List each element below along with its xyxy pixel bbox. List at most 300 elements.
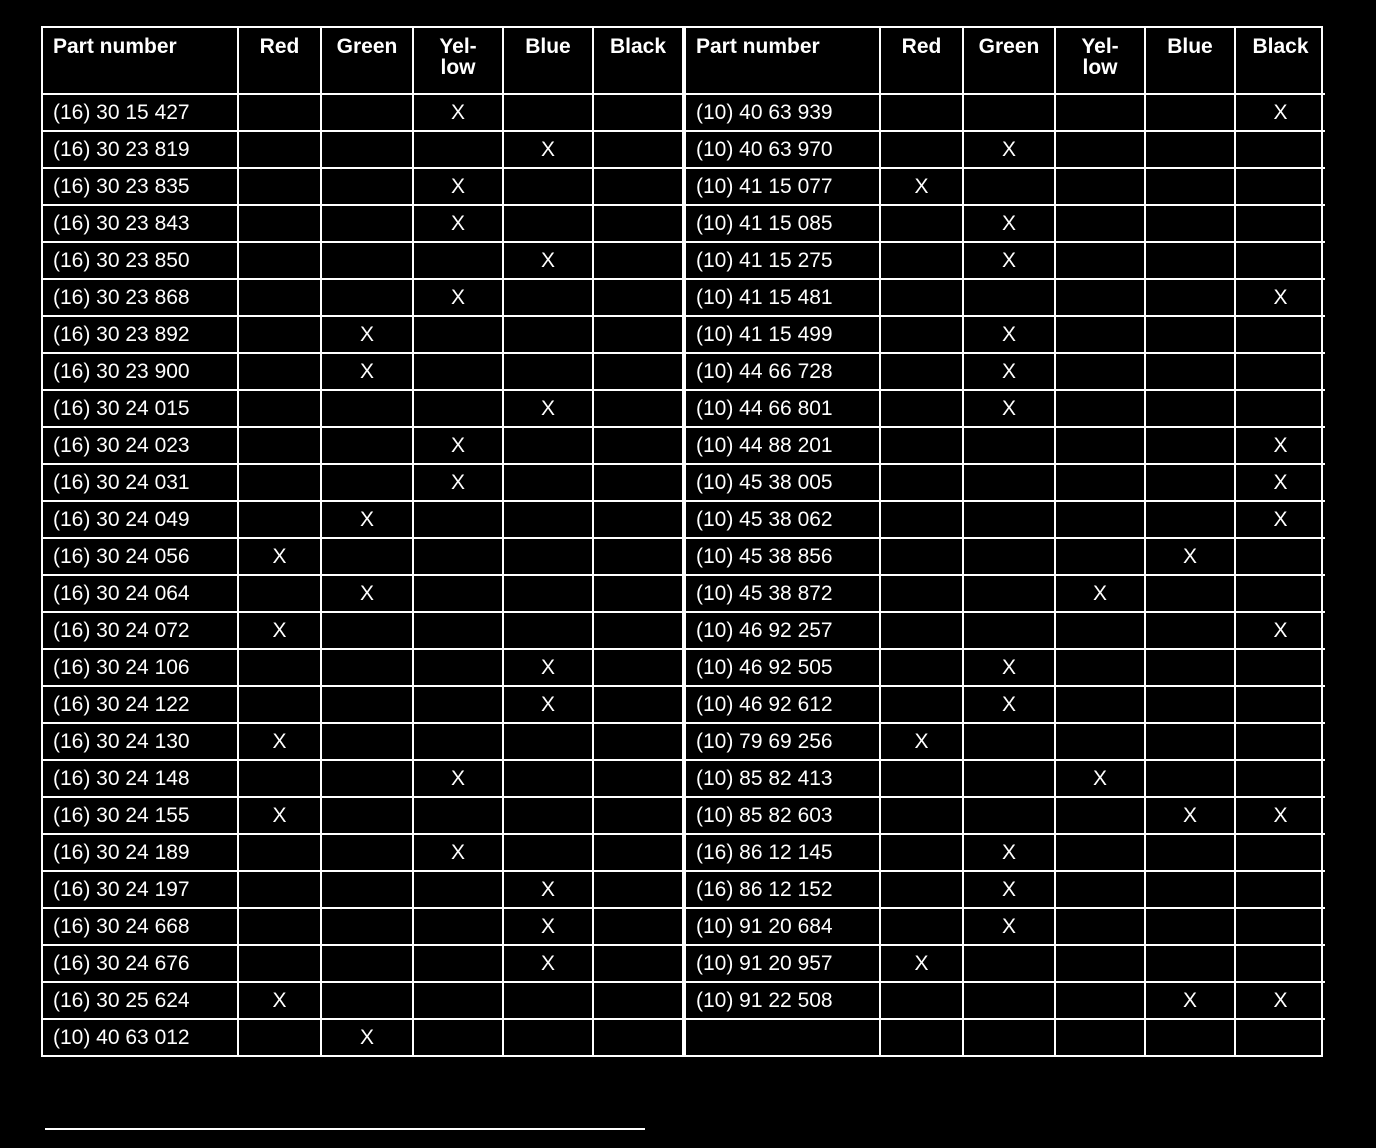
blue-mark-cell [1145,945,1235,982]
black-mark-cell [593,131,683,168]
yellow-mark-cell [413,538,503,575]
table-row [43,279,683,316]
red-mark-cell [880,871,963,908]
yellow-mark-cell [413,131,503,168]
green-mark-cell [321,131,413,168]
black-mark-cell [593,501,683,538]
green-mark-cell: X [963,205,1055,242]
red-mark-cell [238,390,321,427]
green-mark-cell [321,279,413,316]
red-mark-cell [880,1019,963,1055]
table-row [43,612,683,649]
part-number-cell: (16) 30 24 148 [43,760,238,797]
red-mark-cell [238,908,321,945]
table-row [43,353,683,390]
red-mark-cell [880,390,963,427]
yellow-mark-cell [1055,131,1145,168]
blue-mark-cell [1145,760,1235,797]
black-mark-cell [1235,723,1325,760]
table-row [43,575,683,612]
blue-mark-cell [1145,205,1235,242]
red-mark-cell [880,353,963,390]
part-number-cell: (16) 30 25 624 [43,982,238,1019]
blue-mark-cell [503,760,593,797]
blue-mark-cell [1145,464,1235,501]
green-mark-cell [963,1019,1055,1055]
green-mark-cell: X [963,316,1055,353]
table-row [43,649,683,686]
right-rows [685,94,1325,1055]
part-number-cell: (10) 46 92 257 [685,612,880,649]
green-mark-cell: X [963,649,1055,686]
black-mark-cell [593,390,683,427]
blue-mark-cell [503,982,593,1019]
black-mark-cell [1235,205,1325,242]
yellow-mark-cell [413,908,503,945]
table-row [43,168,683,205]
red-mark-cell: X [238,797,321,834]
black-mark-cell [1235,871,1325,908]
green-mark-cell [963,945,1055,982]
left-rows [43,94,683,1055]
header-yellow: Yel- low [1055,28,1145,94]
red-mark-cell [238,686,321,723]
black-mark-cell: X [1235,464,1325,501]
green-mark-cell [963,982,1055,1019]
black-mark-cell: X [1235,982,1325,1019]
black-mark-cell [593,871,683,908]
yellow-mark-cell [413,575,503,612]
blue-mark-cell [1145,908,1235,945]
table-row [685,649,1325,686]
part-number-cell: (16) 30 24 676 [43,945,238,982]
blue-mark-cell [1145,168,1235,205]
part-number-cell: (10) 85 82 413 [685,760,880,797]
black-mark-cell [1235,316,1325,353]
blue-mark-cell [1145,575,1235,612]
part-number-cell: (10) 79 69 256 [685,723,880,760]
part-number-cell: (10) 41 15 275 [685,242,880,279]
red-mark-cell: X [880,168,963,205]
red-mark-cell: X [238,538,321,575]
yellow-mark-cell [1055,982,1145,1019]
black-mark-cell [1235,834,1325,871]
table-row [43,834,683,871]
black-mark-cell: X [1235,501,1325,538]
red-mark-cell [880,316,963,353]
green-mark-cell [321,427,413,464]
header-green: Green [963,28,1055,94]
blue-mark-cell [1145,427,1235,464]
yellow-mark-cell [413,945,503,982]
part-number-cell: (16) 30 24 130 [43,723,238,760]
black-mark-cell [593,797,683,834]
header-black: Black [593,28,683,94]
part-number-cell: (10) 44 66 801 [685,390,880,427]
part-number-cell: (16) 30 24 031 [43,464,238,501]
yellow-mark-cell [413,723,503,760]
table-row [685,353,1325,390]
black-mark-cell [593,94,683,131]
green-mark-cell [321,834,413,871]
black-mark-cell [593,908,683,945]
yellow-mark-cell [1055,94,1145,131]
table-row [43,871,683,908]
yellow-mark-cell: X [413,427,503,464]
blue-mark-cell: X [1145,797,1235,834]
blue-mark-cell [503,168,593,205]
green-mark-cell [321,686,413,723]
black-mark-cell: X [1235,427,1325,464]
table-row [43,797,683,834]
red-mark-cell [880,94,963,131]
red-mark-cell [238,501,321,538]
table-row [685,723,1325,760]
part-number-cell: (10) 91 20 684 [685,908,880,945]
red-mark-cell [880,538,963,575]
green-mark-cell: X [321,1019,413,1055]
yellow-mark-cell: X [413,464,503,501]
green-mark-cell [321,945,413,982]
green-mark-cell [321,723,413,760]
red-mark-cell [238,205,321,242]
red-mark-cell [880,612,963,649]
blue-mark-cell [1145,612,1235,649]
red-mark-cell [880,205,963,242]
table-row [43,760,683,797]
table-row [685,279,1325,316]
blue-mark-cell [503,612,593,649]
yellow-mark-cell [413,316,503,353]
yellow-mark-cell [1055,390,1145,427]
green-mark-cell: X [321,353,413,390]
green-mark-cell [963,797,1055,834]
part-number-cell: (16) 86 12 145 [685,834,880,871]
red-mark-cell [238,131,321,168]
black-mark-cell [593,686,683,723]
table-row [685,797,1325,834]
header-red: Red [238,28,321,94]
table-row [43,501,683,538]
part-number-cell: (10) 46 92 612 [685,686,880,723]
yellow-mark-cell [1055,279,1145,316]
table-row [43,427,683,464]
yellow-mark-cell [1055,1019,1145,1055]
green-mark-cell: X [963,242,1055,279]
green-mark-cell [963,575,1055,612]
part-number-cell: (10) 41 15 499 [685,316,880,353]
table-row [685,908,1325,945]
table-row [43,242,683,279]
black-mark-cell [593,279,683,316]
blue-mark-cell [503,723,593,760]
yellow-mark-cell [1055,612,1145,649]
table-row [685,982,1325,1019]
black-mark-cell: X [1235,94,1325,131]
blue-mark-cell [1145,316,1235,353]
yellow-mark-cell [1055,649,1145,686]
blue-mark-cell [1145,94,1235,131]
red-mark-cell [238,871,321,908]
yellow-mark-cell [1055,168,1145,205]
parts-color-table [41,26,1323,1057]
blue-mark-cell [1145,871,1235,908]
black-mark-cell [593,168,683,205]
table-row [685,205,1325,242]
yellow-mark-cell [1055,686,1145,723]
blue-mark-cell [1145,1019,1235,1055]
blue-mark-cell [503,94,593,131]
blue-mark-cell [503,538,593,575]
green-mark-cell [321,168,413,205]
part-number-cell: (10) 40 63 970 [685,131,880,168]
yellow-mark-cell: X [413,94,503,131]
black-mark-cell: X [1235,279,1325,316]
red-mark-cell [238,279,321,316]
green-mark-cell: X [963,131,1055,168]
part-number-cell: (16) 30 24 015 [43,390,238,427]
table-row [43,316,683,353]
yellow-mark-cell [1055,908,1145,945]
red-mark-cell: X [880,723,963,760]
black-mark-cell [593,612,683,649]
blue-mark-cell [503,1019,593,1055]
black-mark-cell [593,723,683,760]
black-mark-cell [1235,168,1325,205]
part-number-cell: (10) 41 15 077 [685,168,880,205]
part-number-cell: (16) 30 23 835 [43,168,238,205]
blue-mark-cell: X [503,908,593,945]
table-row [685,760,1325,797]
red-mark-cell [238,649,321,686]
yellow-mark-cell [1055,464,1145,501]
red-mark-cell: X [880,945,963,982]
yellow-mark-cell [413,982,503,1019]
blue-mark-cell [1145,242,1235,279]
black-mark-cell [593,427,683,464]
green-mark-cell [963,464,1055,501]
green-mark-cell [963,760,1055,797]
blue-mark-cell: X [1145,982,1235,1019]
part-number-cell: (16) 30 24 668 [43,908,238,945]
black-mark-cell [1235,686,1325,723]
blue-mark-cell [503,575,593,612]
green-mark-cell [321,390,413,427]
yellow-mark-cell [413,612,503,649]
table-row [685,242,1325,279]
green-mark-cell [321,760,413,797]
red-mark-cell [880,242,963,279]
red-mark-cell [238,575,321,612]
red-mark-cell [238,834,321,871]
black-mark-cell [593,353,683,390]
parts-table-right [684,28,1325,1055]
black-mark-cell [593,760,683,797]
red-mark-cell [880,908,963,945]
green-mark-cell [321,538,413,575]
table-row [43,908,683,945]
parts-table-left [43,28,684,1055]
blue-mark-cell [503,464,593,501]
red-mark-cell [238,353,321,390]
green-mark-cell: X [321,575,413,612]
table-row [685,834,1325,871]
table-row [43,205,683,242]
yellow-mark-cell [413,797,503,834]
part-number-cell: (16) 30 15 427 [43,94,238,131]
black-mark-cell [593,575,683,612]
red-mark-cell [238,168,321,205]
blue-mark-cell: X [503,390,593,427]
green-mark-cell [321,982,413,1019]
green-mark-cell [321,908,413,945]
table-row [43,94,683,131]
part-number-cell: (16) 30 24 049 [43,501,238,538]
black-mark-cell: X [1235,612,1325,649]
table-row [685,464,1325,501]
header-blue: Blue [503,28,593,94]
table-row [685,538,1325,575]
part-number-cell: (10) 85 82 603 [685,797,880,834]
part-number-cell: (16) 30 23 900 [43,353,238,390]
red-mark-cell [880,982,963,1019]
part-number-cell: (16) 30 23 850 [43,242,238,279]
header-part-number: Part number [43,28,238,94]
table-row [685,1019,1325,1055]
green-mark-cell [321,649,413,686]
green-mark-cell [321,612,413,649]
black-mark-cell [1235,760,1325,797]
yellow-mark-cell [1055,427,1145,464]
header-row [685,28,1325,94]
blue-mark-cell: X [503,242,593,279]
yellow-mark-cell [1055,834,1145,871]
blue-mark-cell [1145,501,1235,538]
table-row [43,686,683,723]
header-row [43,28,683,94]
black-mark-cell [593,538,683,575]
yellow-mark-cell [413,649,503,686]
black-mark-cell [593,205,683,242]
black-mark-cell [1235,1019,1325,1055]
yellow-mark-cell [1055,945,1145,982]
green-mark-cell [963,612,1055,649]
part-number-cell: (10) 91 22 508 [685,982,880,1019]
part-number-cell: (16) 30 23 892 [43,316,238,353]
blue-mark-cell [503,797,593,834]
yellow-mark-cell: X [1055,575,1145,612]
black-mark-cell [593,316,683,353]
red-mark-cell [238,316,321,353]
part-number-cell: (10) 40 63 939 [685,94,880,131]
table-row [43,945,683,982]
green-mark-cell: X [321,316,413,353]
green-mark-cell [963,538,1055,575]
part-number-cell: (16) 86 12 152 [685,871,880,908]
part-number-cell: (16) 30 24 072 [43,612,238,649]
blue-mark-cell [1145,390,1235,427]
blue-mark-cell [503,501,593,538]
green-mark-cell [321,797,413,834]
yellow-mark-cell [1055,501,1145,538]
part-number-cell: (10) 41 15 085 [685,205,880,242]
black-mark-cell: X [1235,797,1325,834]
table-row [685,427,1325,464]
yellow-mark-cell [1055,538,1145,575]
green-mark-cell [963,501,1055,538]
table-row [685,390,1325,427]
part-number-cell: (10) 40 63 012 [43,1019,238,1055]
blue-mark-cell [503,427,593,464]
green-mark-cell: X [963,834,1055,871]
table-row [685,131,1325,168]
green-mark-cell: X [321,501,413,538]
part-number-cell: (16) 30 24 189 [43,834,238,871]
black-mark-cell [1235,131,1325,168]
black-mark-cell [1235,649,1325,686]
red-mark-cell [880,649,963,686]
green-mark-cell: X [963,871,1055,908]
green-mark-cell [321,464,413,501]
yellow-mark-cell [1055,353,1145,390]
yellow-mark-cell [1055,316,1145,353]
part-number-cell: (10) 41 15 481 [685,279,880,316]
red-mark-cell [880,427,963,464]
header-blue: Blue [1145,28,1235,94]
green-mark-cell: X [963,908,1055,945]
black-mark-cell [593,649,683,686]
black-mark-cell [593,945,683,982]
black-mark-cell [1235,390,1325,427]
part-number-cell: (16) 30 24 023 [43,427,238,464]
blue-mark-cell [1145,723,1235,760]
blue-mark-cell [1145,279,1235,316]
part-number-cell: (10) 45 38 856 [685,538,880,575]
part-number-cell: (16) 30 24 197 [43,871,238,908]
yellow-mark-cell: X [413,760,503,797]
green-mark-cell [321,205,413,242]
red-mark-cell [238,464,321,501]
yellow-mark-cell: X [413,205,503,242]
yellow-mark-cell [413,242,503,279]
black-mark-cell [1235,242,1325,279]
yellow-mark-cell [413,501,503,538]
table-row [685,612,1325,649]
green-mark-cell [321,94,413,131]
blue-mark-cell [1145,686,1235,723]
red-mark-cell [880,797,963,834]
red-mark-cell [238,427,321,464]
header-black: Black [1235,28,1325,94]
part-number-cell: (10) 45 38 062 [685,501,880,538]
part-number-cell: (16) 30 23 819 [43,131,238,168]
red-mark-cell [880,501,963,538]
green-mark-cell: X [963,353,1055,390]
table-row [43,538,683,575]
table-row [685,871,1325,908]
blue-mark-cell: X [503,945,593,982]
table-row [685,168,1325,205]
yellow-mark-cell: X [413,834,503,871]
part-number-cell: (16) 30 24 064 [43,575,238,612]
blue-mark-cell: X [503,686,593,723]
green-mark-cell [963,723,1055,760]
yellow-mark-cell [413,871,503,908]
red-mark-cell [880,686,963,723]
table-row [43,982,683,1019]
black-mark-cell [1235,538,1325,575]
table-row [685,575,1325,612]
